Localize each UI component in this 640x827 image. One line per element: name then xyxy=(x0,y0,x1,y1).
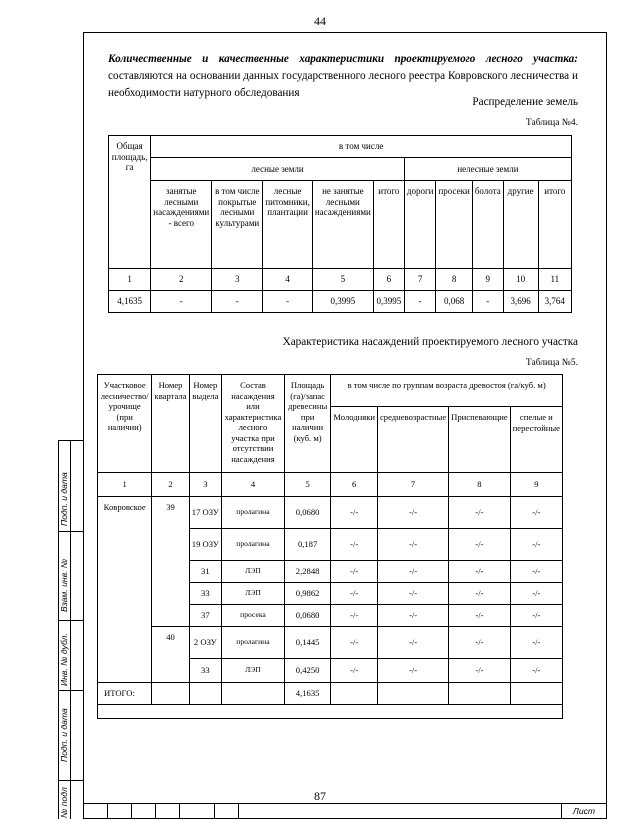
t5-comp: ЛЭП xyxy=(222,583,285,605)
t5-total-label: ИТОГО: xyxy=(98,683,152,705)
t4-num: 5 xyxy=(312,269,373,291)
t4-value: 3,696 xyxy=(503,291,538,313)
t4-sub: занятые лесными насаждениями - всего xyxy=(151,181,212,269)
t5-num: 6 xyxy=(331,473,378,497)
t5-section: 2 ОЗУ xyxy=(189,627,221,659)
t5-num: 9 xyxy=(510,473,562,497)
t5-empty xyxy=(331,683,378,705)
table4-label: Таблица №4. xyxy=(525,118,578,128)
t5-forestry: Ковровское xyxy=(98,497,152,683)
t4-sub: итого xyxy=(538,181,571,269)
t5-num: 1 xyxy=(98,473,152,497)
strip-divider xyxy=(214,803,215,819)
t5-quarter: 40 xyxy=(152,627,189,683)
stamp-replace-inv: Взам. инв. № xyxy=(59,558,69,612)
t5-dash: -/- xyxy=(377,627,448,659)
t5-area: 2,2848 xyxy=(284,561,330,583)
t5-dash: -/- xyxy=(331,627,378,659)
t4-value: 4,1635 xyxy=(109,291,151,313)
page-number-bottom: 87 xyxy=(314,789,326,803)
t4-value: - xyxy=(472,291,503,313)
t4-value: 0,3995 xyxy=(373,291,404,313)
t5-area: 0,4250 xyxy=(284,659,330,683)
t5-num: 5 xyxy=(284,473,330,497)
t4-head-forest: лесные земли xyxy=(151,158,405,181)
bottom-stamp-strip xyxy=(83,803,607,819)
t5-empty xyxy=(377,683,448,705)
strip-divider xyxy=(179,803,180,819)
t5-h-composition: Состав насаждения или характеристика лесного участка при отсутствии насаждения xyxy=(222,375,285,473)
t5-empty xyxy=(510,683,562,705)
stamp-divider xyxy=(58,780,83,781)
t4-num: 11 xyxy=(538,269,571,291)
t5-dash: -/- xyxy=(377,605,448,627)
t5-dash: -/- xyxy=(331,605,378,627)
t4-num: 7 xyxy=(404,269,436,291)
t5-dash: -/- xyxy=(449,529,511,561)
t5-section: 31 xyxy=(189,561,221,583)
t5-dash: -/- xyxy=(449,561,511,583)
t4-num: 4 xyxy=(263,269,313,291)
strip-divider xyxy=(107,803,108,819)
t4-sub: итого xyxy=(373,181,404,269)
t5-h-young: Молодняки xyxy=(331,407,378,473)
intro-lead: Количественные и качественные характеристики проектируемого лесного участка: xyxy=(108,53,578,65)
t5-total-value: 4,1635 xyxy=(284,683,330,705)
t5-comp: ЛЭП xyxy=(222,659,285,683)
t4-value: - xyxy=(263,291,313,313)
t5-h-middle: средневозрастные xyxy=(377,407,448,473)
t5-h-forestry: Участковое лесничество/урочище (при наличии) xyxy=(98,375,152,473)
t5-dash: -/- xyxy=(331,659,378,683)
t5-section: 19 ОЗУ xyxy=(189,529,221,561)
t5-dash: -/- xyxy=(510,583,562,605)
t5-comp: пролагина xyxy=(222,627,285,659)
t5-dash: -/- xyxy=(331,561,378,583)
intro-paragraph xyxy=(108,51,578,102)
t5-area: 0,0680 xyxy=(284,605,330,627)
t5-num: 8 xyxy=(449,473,511,497)
t4-value: 3,764 xyxy=(538,291,571,313)
t5-empty xyxy=(222,683,285,705)
t5-dash: -/- xyxy=(449,497,511,529)
t5-comp: просека xyxy=(222,605,285,627)
t5-num: 3 xyxy=(189,473,221,497)
t5-comp: ЛЭП xyxy=(222,561,285,583)
t5-area: 0,0680 xyxy=(284,497,330,529)
t5-dash: -/- xyxy=(510,529,562,561)
t4-sub: в том числе покрытые лесными культурами xyxy=(212,181,263,269)
t4-num: 1 xyxy=(109,269,151,291)
stamp-divider xyxy=(58,620,83,621)
strip-divider xyxy=(131,803,132,819)
t5-dash: -/- xyxy=(449,605,511,627)
stamp-orig-no: № подл xyxy=(59,787,69,818)
t5-h-quarter: Номер квартала xyxy=(152,375,189,473)
t5-dash: -/- xyxy=(331,497,378,529)
t5-empty xyxy=(189,683,221,705)
t5-h-section: Номер выдела xyxy=(189,375,221,473)
intro-rest: составляются на основании данных государственного лесного реестра Ковровского лесничества и необходимости натурного обследования xyxy=(108,70,578,99)
t4-value: 0,3995 xyxy=(312,291,373,313)
t5-dash: -/- xyxy=(331,529,378,561)
t5-dash: -/- xyxy=(331,583,378,605)
t5-dash: -/- xyxy=(510,605,562,627)
t5-dash: -/- xyxy=(377,497,448,529)
table5-caption: Характеристика насаждений проектируемого лесного участка xyxy=(282,336,578,348)
sheet-label: Лист xyxy=(572,806,596,816)
stamp-sign-date-1: Подп. и дата xyxy=(59,472,69,526)
t5-quarter: 39 xyxy=(152,497,189,627)
t5-empty xyxy=(152,683,189,705)
t5-empty xyxy=(449,683,511,705)
t5-area: 0,1445 xyxy=(284,627,330,659)
stamp-sign-date-2: Подп. и дата xyxy=(59,708,69,762)
stamp-dup-inv: Инв. № дубл. xyxy=(59,633,69,686)
t5-num: 7 xyxy=(377,473,448,497)
t5-dash: -/- xyxy=(510,659,562,683)
stamp-divider xyxy=(58,440,83,441)
t5-dash: -/- xyxy=(377,659,448,683)
t4-num: 10 xyxy=(503,269,538,291)
t4-head-total: Общая площадь, га xyxy=(109,136,151,269)
t5-h-area: Площадь (га)/запас древесины при наличии (куб. м) xyxy=(284,375,330,473)
stands-table xyxy=(97,374,563,719)
t5-spacer xyxy=(98,705,563,719)
t5-dash: -/- xyxy=(510,561,562,583)
t4-sub: другие xyxy=(503,181,538,269)
t4-value: - xyxy=(151,291,212,313)
t5-h-ripe: спелые и перестойные xyxy=(510,407,562,473)
t5-dash: -/- xyxy=(449,659,511,683)
t5-h-groups: в том числе по группам возраста древостоя (га/куб. м) xyxy=(331,375,563,407)
t5-dash: -/- xyxy=(449,627,511,659)
t5-dash: -/- xyxy=(377,583,448,605)
stamp-divider xyxy=(58,690,83,691)
t5-num: 2 xyxy=(152,473,189,497)
t5-dash: -/- xyxy=(510,497,562,529)
t5-comp: пролагина xyxy=(222,497,285,529)
t4-head-nonforest: нелесные земли xyxy=(404,158,571,181)
t4-num: 8 xyxy=(436,269,472,291)
t4-sub: болота xyxy=(472,181,503,269)
t4-sub: дороги xyxy=(404,181,436,269)
t5-dash: -/- xyxy=(377,529,448,561)
strip-divider xyxy=(155,803,156,819)
t4-sub: просеки xyxy=(436,181,472,269)
t4-num: 2 xyxy=(151,269,212,291)
page-number-top: 44 xyxy=(314,14,326,28)
t5-section: 33 xyxy=(189,583,221,605)
t5-section: 17 ОЗУ xyxy=(189,497,221,529)
t5-num: 4 xyxy=(222,473,285,497)
t4-value: 0,068 xyxy=(436,291,472,313)
table5-label: Таблица №5. xyxy=(525,358,578,368)
t4-head-including: в том числе xyxy=(151,136,572,158)
t4-value: - xyxy=(404,291,436,313)
t4-sub: лесные питомники, плантации xyxy=(263,181,313,269)
side-stamp-inner xyxy=(70,440,83,819)
strip-divider xyxy=(238,803,239,819)
t5-section: 33 xyxy=(189,659,221,683)
t4-num: 3 xyxy=(212,269,263,291)
t5-dash: -/- xyxy=(449,583,511,605)
t5-h-ripening: Приспевающие xyxy=(449,407,511,473)
t5-comp: пролагина xyxy=(222,529,285,561)
t5-section: 37 xyxy=(189,605,221,627)
t4-sub: не занятые лесными насаждениями xyxy=(312,181,373,269)
t4-num: 6 xyxy=(373,269,404,291)
distribution-title: Распределение земель xyxy=(472,96,578,108)
t5-area: 0,9862 xyxy=(284,583,330,605)
t5-area: 0,187 xyxy=(284,529,330,561)
land-distribution-table xyxy=(108,135,572,313)
t4-value: - xyxy=(212,291,263,313)
t5-dash: -/- xyxy=(510,627,562,659)
t4-num: 9 xyxy=(472,269,503,291)
t5-dash: -/- xyxy=(377,561,448,583)
stamp-divider xyxy=(58,531,83,532)
